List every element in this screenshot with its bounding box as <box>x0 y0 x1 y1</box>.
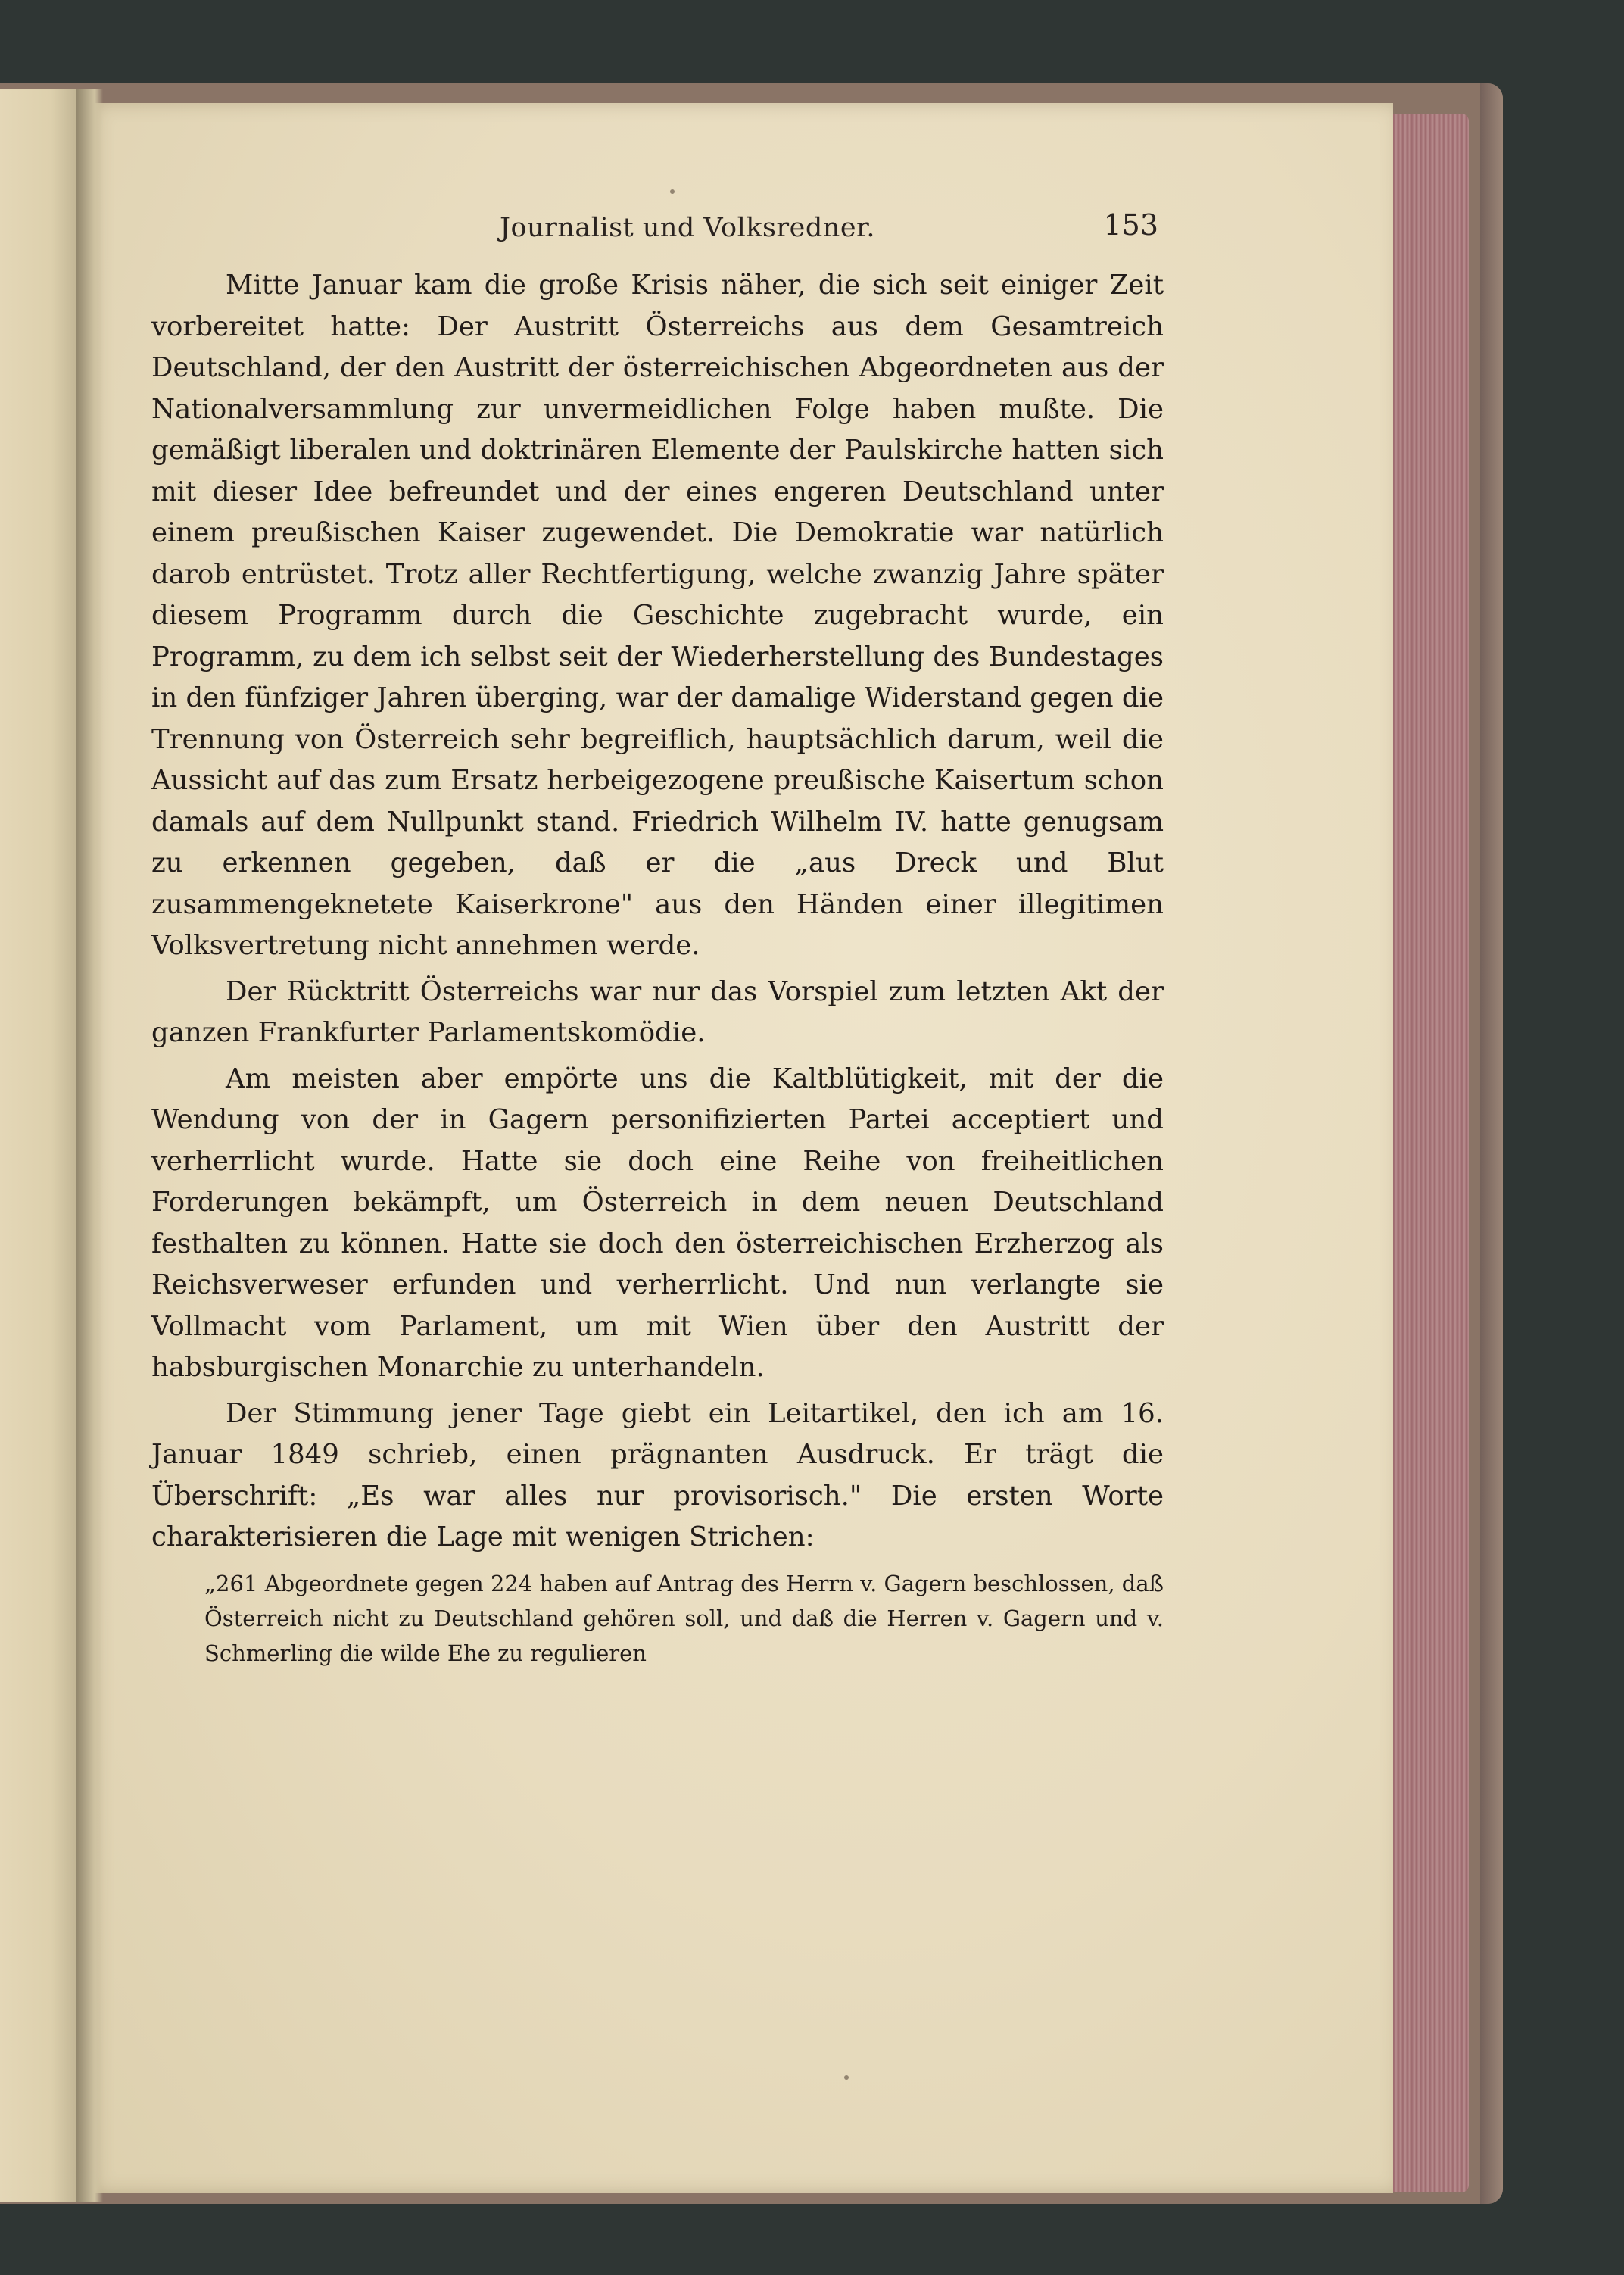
page-header <box>155 208 1158 254</box>
cover-edge <box>1480 83 1503 2204</box>
running-title: Journalist und Volksredner. <box>500 213 876 243</box>
page-block-edge <box>1389 114 1469 2192</box>
gutter-shadow <box>76 89 103 2202</box>
page-number: 153 <box>1103 208 1158 242</box>
paper-speck <box>670 189 675 194</box>
facing-page <box>0 89 85 2202</box>
paragraph: Am meisten aber empörte uns die Kaltblütigkeit, mit der die Wendung von der in Gagern personifizierten Partei acceptiert und verherrlicht wurde. Hatte sie doch eine Reihe von freiheitlichen Forderungen bekämpft, um Österreich in dem neuen Deutschland festhalten zu können. Hatte sie doch den österreichischen Erzherzog als Reichsverweser erfunden und verherrlicht. Und nun verlangte sie Vollmacht vom Parlament, um mit Wien über den Austritt der habsburgischen Monarchie zu unterhandeln. <box>151 1063 1164 1383</box>
paragraph: Der Stimmung jener Tage giebt ein Leitartikel, den ich am 16. Januar 1849 schrieb, einen prägnanten Ausdruck. Er trägt die Überschrift: „Es war alles nur provisorisch." Die ersten Worte charakterisieren die Lage mit wenigen Strichen: <box>151 1397 1164 1553</box>
block-quote: „261 Abgeordnete gegen 224 haben auf Antrag des Herrn v. Gagern beschlossen, daß Österreich nicht zu Deutschland gehören soll, und daß die Herren v. Gagern und v. Schmerling die wilde Ehe zu regulieren <box>204 1570 1164 1666</box>
paragraph: Der Rücktritt Österreichs war nur das Vorspiel zum letzten Akt der ganzen Frankfurter Parlamentskomödie. <box>151 975 1164 1048</box>
body-text <box>151 265 1164 1671</box>
paper-speck <box>844 2075 849 2080</box>
paragraph: Mitte Januar kam die große Krisis näher, die sich seit einiger Zeit vorbereitet hatte: Der Austritt Österreichs aus dem Gesamtreich Deutschland, der den Austritt der österreichischen Abgeordneten aus der Nationalversammlung zur unvermeidlichen Folge haben mußte. Die gemäßigt liberalen und doktrinären Elemente der Paulskirche hatten sich mit dieser Idee befreundet und der eines engeren Deutschland unter einem preußischen Kaiser zugewendet. Die Demokratie war natürlich darob entrüstet. Trotz aller Rechtfertigung, welche zwanzig Jahre später diesem Programm durch die Geschichte zugebracht wurde, ein Programm, zu dem ich selbst seit der Wiederherstellung des Bundestages in den fünfziger Jahren überging, war der damalige Widerstand gegen die Trennung von Österreich sehr begreiflich, hauptsächlich darum, weil die Aussicht auf das zum Ersatz herbeigezogene preußische Kaisertum schon damals auf dem Nullpunkt stand. Friedrich Wilhelm IV. hatte genugsam zu erkennen gegeben, daß er die „aus Dreck und Blut zusammengeknetete Kaiserkrone" aus den Händen einer illegitimen Volksvertretung nicht annehmen werde. <box>151 270 1164 961</box>
